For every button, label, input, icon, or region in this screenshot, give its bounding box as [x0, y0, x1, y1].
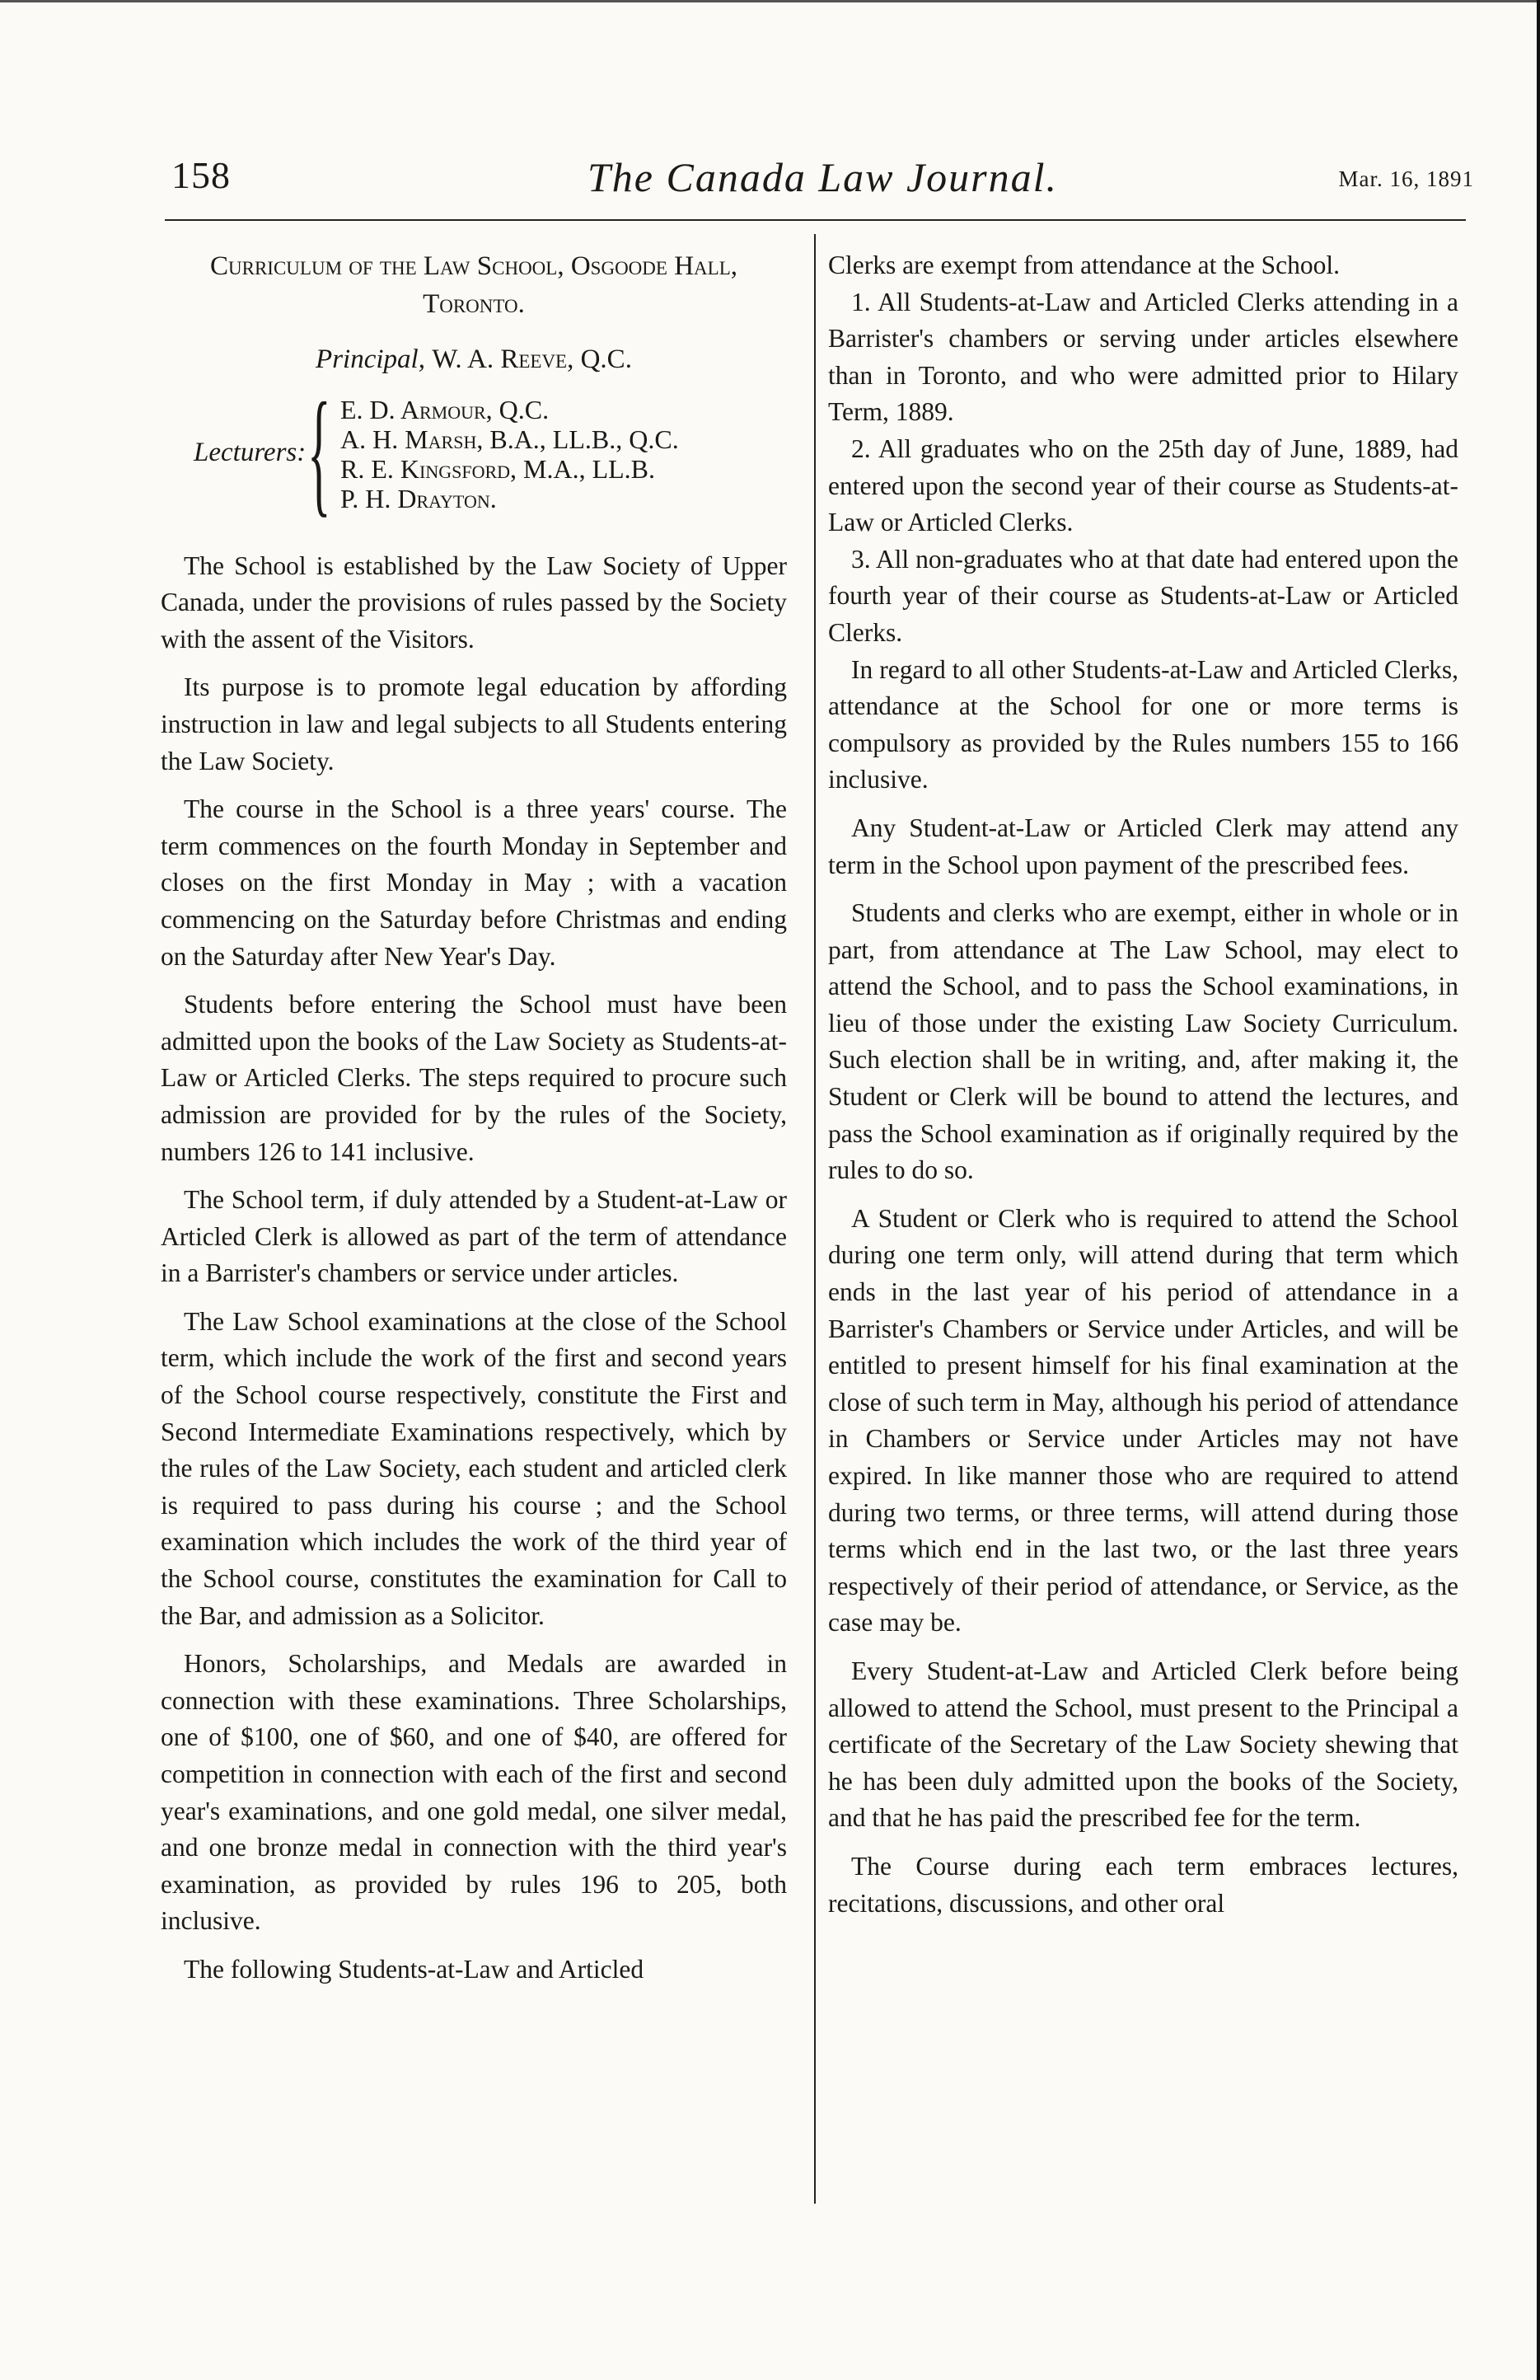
paragraph: The course in the School is a three years' course. The term commences on the fourth Monday in September and closes on the first Monday in May ; with a vacation commencing on the Saturday before Christmas and ending on the Saturday after New Year's Day. — [161, 794, 787, 971]
lecturers-label: Lecturers: — [194, 437, 307, 467]
lecturers-block — [161, 373, 787, 529]
page-right-edge — [1537, 0, 1540, 2380]
paragraph: The School term, if duly attended by a Student-at-Law or Articled Clerk is allowed as part of the term of attendance in a Barrister's chambers or service under articles. — [161, 1185, 787, 1288]
paragraph: Any Student-at-Law or Articled Clerk may attend any term in the School upon payment of the prescribed fees. — [828, 813, 1458, 879]
principal-line — [161, 341, 787, 378]
paragraph: 1. All Students-at-Law and Articled Clerks attending in a Barrister's chambers or serving under articles elsewhere than in Toronto, and who were admitted prior to Hilary Term, 1889. — [828, 287, 1458, 427]
paragraph: The Law School examinations at the close of the School term, which include the work of the first and second years of the School course respectively, constitute the First and Second Intermediate Examinations respectively, which by the rules of the Law Society, each student and articled clerk is required to pass during his course ; and the School examination which includes the work of the third year of the School course, constitutes the examination for Call to the Bar, and admission as a Solicitor. — [161, 1306, 787, 1630]
page-top-edge — [0, 0, 1540, 2]
left-column — [161, 247, 787, 1989]
issue-date: Mar. 16, 1891 — [1338, 166, 1474, 191]
principal-name: W. A. Reeve, Q.C. — [432, 344, 632, 374]
lecturer-name: R. E. Kingsford, M.A., LL.B. — [340, 453, 656, 484]
paragraph: The following Students-at-Law and Articled — [184, 1954, 644, 1984]
lecturer-name: P. H. Drayton. — [340, 483, 497, 513]
curly-brace-icon: { — [307, 373, 331, 529]
header-rule — [165, 219, 1466, 221]
paragraph: 2. All graduates who on the 25th day of June, 1889, had entered upon the second year of their course as Students-at-Law or Articled Clerks. — [828, 433, 1458, 537]
paragraph: In regard to all other Students-at-Law and Articled Clerks, attendance at the School for one or more terms is compulsory as provided by the Rules numbers 155 to 166 inclusive. — [828, 654, 1458, 794]
paragraph: A Student or Clerk who is required to attend the School during one term only, will attend during that term which ends in the last year of his period of attendance in a Barrister's Chambers or Service under Articles, and will be entitled to present himself for his final examination at the close of such term in May, although his period of attendance in Chambers or Service under Articles may not have expired. In like manner those who are required to attend during two terms, or three terms, will attend during those terms which end in the last two, or the last three years respectively of their period of attendance, or Service, as the case may be. — [828, 1203, 1458, 1637]
lecturer-name: E. D. Armour, Q.C. — [340, 394, 550, 424]
paragraph: Clerks are exempt from attendance at the School. — [828, 251, 1341, 279]
journal-title: The Canada Law Journal. — [587, 154, 1059, 200]
page-number: 158 — [171, 154, 231, 196]
section-heading: Curriculum of the Law School, Osgoode Hall, Toronto. — [210, 251, 737, 319]
principal-label: Principal, — [316, 344, 425, 374]
paragraph: Every Student-at-Law and Articled Clerk before being allowed to attend the School, must present to the Principal a certificate of the Secretary of the Law Society shewing that he has been duly admitted upon the books of the Society, and that he has paid the prescribed fee for the term. — [828, 1656, 1458, 1833]
paragraph: Honors, Scholarships, and Medals are awarded in connection with these examinations. Three Scholarships, one of $100, one of $60, and one of $40, are offered for competition in connection with each of the first and second year's examinations, and one gold medal, one silver medal, and one bronze medal in connection with the third year's examination, as provided by rules 196 to 205, both inclusive. — [161, 1649, 787, 1936]
right-column — [828, 247, 1458, 1922]
paragraph: Students before entering the School must have been admitted upon the books of the Law Society as Students-at-Law or Articled Clerks. The steps required to procure such admission are provided for by the rules of the Society, numbers 126 to 141 inclusive. — [161, 990, 787, 1166]
lecturers-list — [340, 395, 679, 513]
column-rule — [814, 234, 816, 2204]
paragraph: The School is established by the Law Society of Upper Canada, under the provisions of rules passed by the Society with the assent of the Visitors. — [161, 550, 787, 654]
paragraph: Its purpose is to promote legal education by affording instruction in law and legal subjects to all Students entering the Law Society. — [161, 672, 787, 775]
lecturer-name: A. H. Marsh, B.A., LL.B., Q.C. — [340, 424, 679, 454]
running-header — [171, 153, 1474, 203]
paragraph: Students and clerks who are exempt, either in whole or in part, from attendance at The Law School, may elect to attend the School, and to pass the School examinations, in lieu of those under the existing Law Society Curriculum. Such election shall be in writing, and, after making it, the Student or Clerk will be bound to attend the lectures, and pass the School examination as if originally required by the rules to do so. — [828, 898, 1458, 1185]
paragraph: 3. All non-graduates who at that date had entered upon the fourth year of their course as Students-at-Law or Articled Clerks. — [828, 544, 1458, 647]
paragraph: The Course during each term embraces lectures, recitations, discussions, and other oral — [828, 1851, 1458, 1918]
